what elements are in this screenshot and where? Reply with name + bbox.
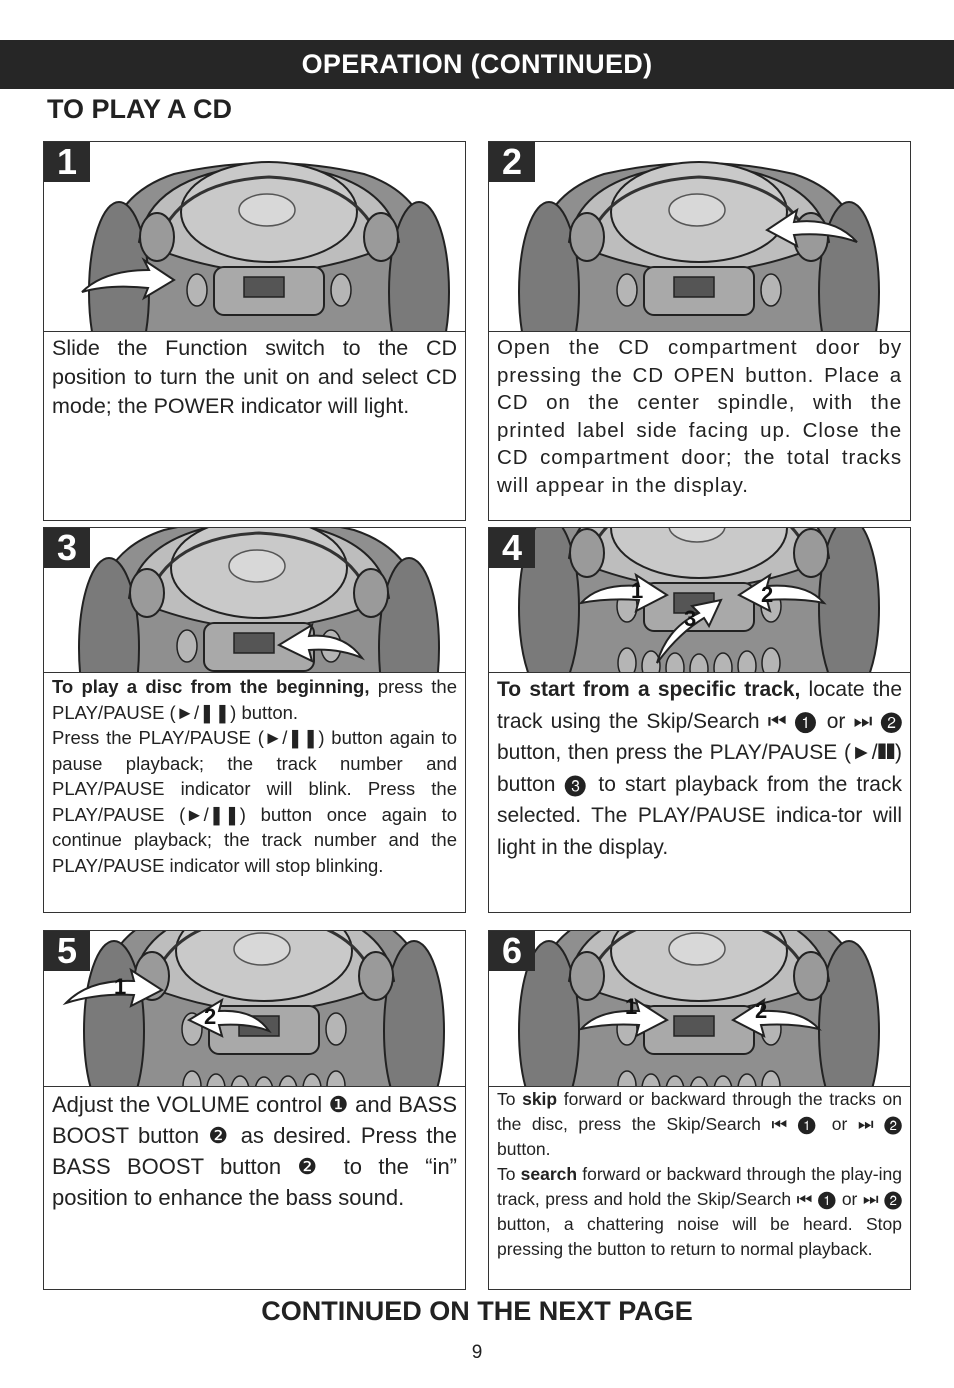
- step-5-text: Adjust the VOLUME control ❶ and BASS BOOST button ❷ as desired. Press the BASS BOOST button ❷ to the “in” position to enhance the bass sound.: [52, 1092, 457, 1210]
- boombox-diagram: [44, 931, 465, 1087]
- boombox-diagram: [489, 931, 910, 1087]
- callout-1: 1: [114, 974, 127, 999]
- callout-3: 3: [684, 606, 697, 631]
- boombox-diagram: [44, 142, 465, 332]
- step-3-text: [52, 674, 457, 878]
- callout-2: 2: [761, 582, 774, 607]
- step-2-text: Open the CD compartment door by pressing the CD OPEN button. Place a CD on the center spindle, with the printed label side facing up. Close the CD compartment door; the total tracks will appear in the display.: [497, 336, 902, 497]
- step-6-p1-post: forward or backward through the tracks on the disc, press the Skip/Search ⏮ ❶ or ⏭ ❷ button.: [497, 1089, 902, 1159]
- step-1-illustration: [44, 142, 465, 332]
- step-4-bold-lead: To start from a specific track,: [497, 678, 801, 701]
- step-3-illustration: [44, 528, 465, 673]
- step-number: 5: [44, 931, 90, 971]
- callout-1: 1: [631, 578, 644, 603]
- step-6-p2-bold: search: [520, 1164, 578, 1184]
- step-3-panel: [43, 527, 466, 913]
- step-4-illustration: [489, 528, 910, 673]
- continued-notice: CONTINUED ON THE NEXT PAGE: [261, 1296, 693, 1326]
- step-6-panel: [488, 930, 911, 1290]
- boombox-diagram: [44, 528, 465, 673]
- step-6-p2-pre: To: [497, 1164, 521, 1184]
- boombox-diagram: [489, 528, 910, 673]
- step-4-text: [497, 674, 902, 863]
- step-4-panel: [488, 527, 911, 913]
- step-2-illustration: [489, 142, 910, 332]
- step-number: 6: [489, 931, 535, 971]
- step-5-illustration: [44, 931, 465, 1087]
- section-title: TO PLAY A CD: [47, 94, 233, 124]
- step-number: 2: [489, 142, 535, 182]
- boombox-diagram: [489, 142, 910, 332]
- step-1-panel: [43, 141, 466, 521]
- page-number: 9: [471, 1342, 483, 1363]
- step-4-body: locate the track using the Skip/Search ⏮ ❶ or ⏭ ❷ button, then press the PLAY/PAUSE (►/❚❚) button ❸ to start playback from the track selected. The PLAY/PAUSE indica-tor will light in the display.: [497, 678, 903, 859]
- step-3-text-b: Press the PLAY/PAUSE (►/❚❚) button again to pause playback; the track number and PLAY/PAUSE indicator will blink. Press the PLAY/PAUSE (►/❚❚) button once again to continue playback; the track number and the PLAY/PAUSE indicator will stop blinking.: [52, 727, 457, 876]
- step-6-p2-post: forward or backward through the play-ing track, press and hold the Skip/Search ⏮ ❶ or ⏭ ❷ button, a chattering noise will be heard. Stop pressing the button to return to normal playback.: [497, 1164, 902, 1259]
- step-1-text: Slide the Function switch to the CD position to turn the unit on and select CD mode; the POWER indicator will light.: [52, 336, 457, 418]
- step-number: 1: [44, 142, 90, 182]
- step-number: 3: [44, 528, 90, 568]
- step-6-p1-pre: To: [497, 1089, 523, 1109]
- step-5-panel: [43, 930, 466, 1290]
- step-number: 4: [489, 528, 535, 568]
- step-6-illustration: [489, 931, 910, 1087]
- page-header: OPERATION (CONTINUED): [0, 40, 954, 89]
- step-3-bold-lead: To play a disc from the beginning,: [52, 676, 370, 697]
- step-6-p1-bold: skip: [522, 1089, 558, 1109]
- callout-2: 2: [755, 998, 768, 1023]
- step-6-text: [497, 1087, 902, 1262]
- callout-1: 1: [625, 994, 638, 1019]
- callout-2: 2: [204, 1004, 217, 1029]
- step-3-text-a: press the PLAY/PAUSE (►/❚❚) button.: [52, 676, 457, 723]
- step-2-panel: [488, 141, 911, 521]
